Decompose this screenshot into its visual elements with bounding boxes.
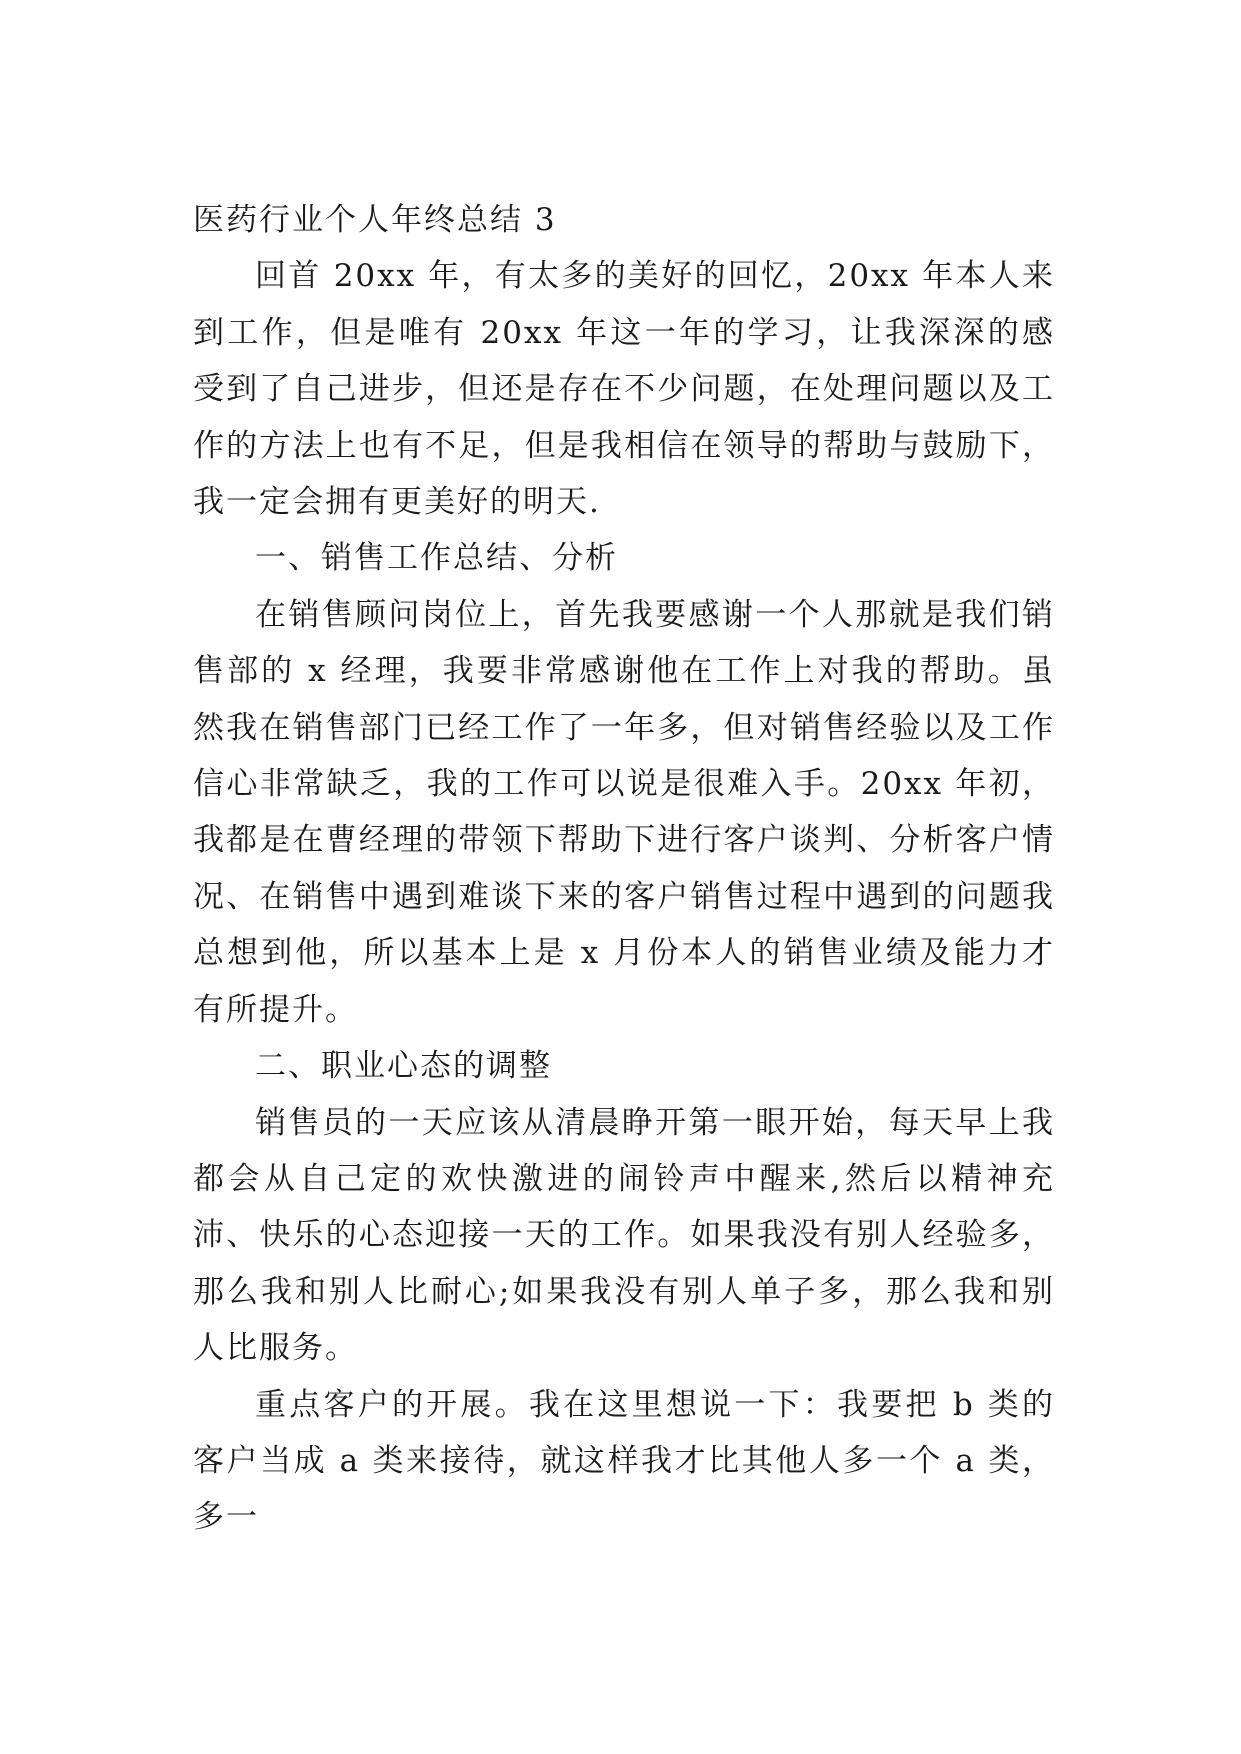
document-title: 医药行业个人年终总结 3 [193,202,557,238]
paragraph-key-clients: 重点客户的开展。我在这里想说一下：我要把 b 类的客户当成 a 类来接待，就这样我才比其他人多一个 a 类，多一 [193,1386,1055,1536]
paragraph-mindset: 销售员的一天应该从清晨睁开第一眼开始，每天早上我都会从自己定的欢快激进的闹铃声中醒来,然后以精神充沛、快乐的心态迎接一天的工作。如果我没有别人经验多，那么我和别人比耐心;如果我没有别人单子多，那么我和别人比服务。 [193,1104,1055,1367]
paragraph-intro: 回首 20xx 年，有太多的美好的回忆，20xx 年本人来到工作，但是唯有 20xx 年这一年的学习，让我深深的感受到了自己进步，但还是存在不少问题，在处理问题以及工作的方法上也有不足，但是我相信在领导的帮助与鼓励下，我一定会拥有更美好的明天. [193,258,1055,521]
document-body [193,192,1055,1546]
section-heading-sales-summary: 一、销售工作总结、分析 [255,540,618,577]
paragraph-sales-summary: 在销售顾问岗位上，首先我要感谢一个人那就是我们销售部的 x 经理，我要非常感谢他在工作上对我的帮助。虽然我在销售部门已经工作了一年多，但对销售经验以及工作信心非常缺乏，我的工作可以说是很难入手。20xx 年初，我都是在曹经理的带领下帮助下进行客户谈判、分析客户情况、在销售中遇到难谈下来的客户销售过程中遇到的问题我总想到他，所以基本上是 x 月份本人的销售业绩及能力才有所提升。 [193,596,1055,1028]
section-heading-mindset: 二、职业心态的调整 [255,1048,552,1085]
